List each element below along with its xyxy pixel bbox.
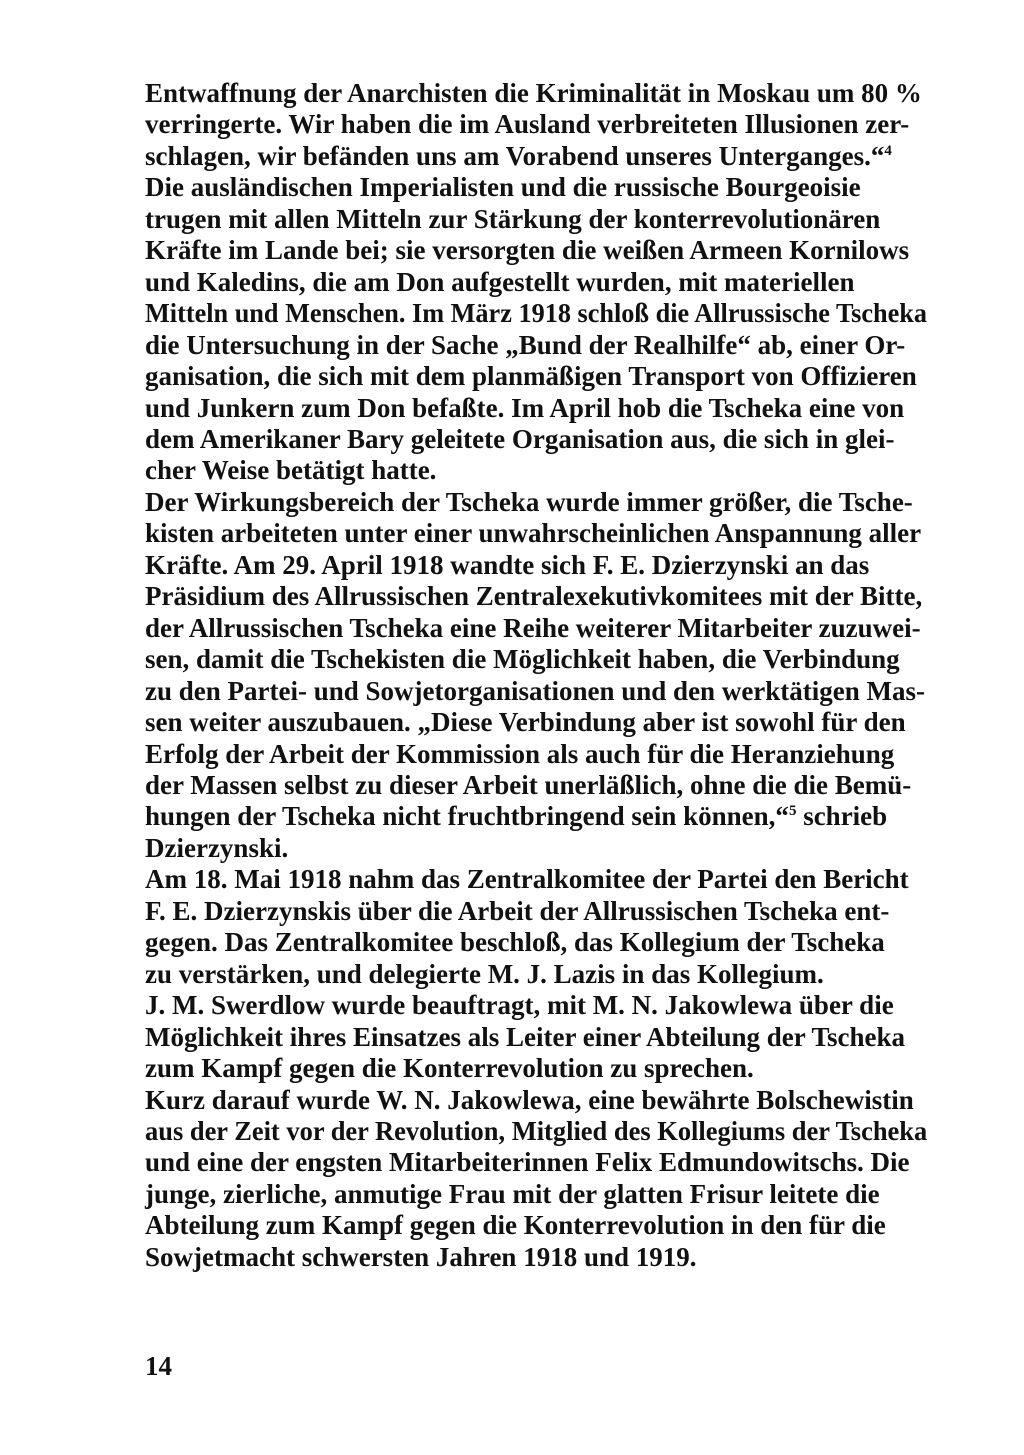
text-line: gegen. Das Zentralkomitee beschloß, das Kollegium der Tscheka — [145, 927, 885, 958]
text-line: zu verstärken, und delegierte M. J. Lazis in das Kollegium. — [145, 958, 824, 989]
text-line: und eine der engsten Mitarbeiterinnen Felix Edmundowitschs. Die — [145, 1147, 910, 1178]
text-line: Kräfte im Lande bei; sie versorgten die weißen Armeen Kornilows — [145, 235, 910, 266]
text-line: zu den Partei- und Sowjetorganisationen und den werktätigen Mas- — [145, 675, 926, 706]
footnote-marker: 4 — [884, 142, 892, 159]
text-line: junge, zierliche, anmutige Frau mit der glatten Frisur leitete die — [145, 1178, 880, 1209]
text-line: J. M. Swerdlow wurde beauftragt, mit M. N. Jakowlewa über die — [145, 990, 894, 1021]
text-line: Abteilung zum Kampf gegen die Konterrevolution in den für die — [145, 1210, 886, 1241]
text-line: Dzierzynski. — [145, 832, 289, 863]
text-line: ganisation, die sich mit dem planmäßigen Transport von Offizieren — [145, 361, 917, 392]
text-line: dem Amerikaner Bary geleitete Organisation aus, die sich in glei- — [145, 423, 895, 454]
text-line: und Kaledins, die am Don aufgestellt wurden, mit materiellen — [145, 266, 855, 297]
text-line: kisten arbeiteten unter einer unwahrscheinlichen Anspannung aller — [145, 518, 922, 549]
text-line: Entwaffnung der Anarchisten die Kriminalität in Moskau um 80 % — [145, 78, 922, 108]
text-line: Am 18. Mai 1918 nahm das Zentralkomitee der Partei den Bericht — [145, 864, 909, 895]
text-line: verringerte. Wir haben die im Ausland verbreiteten Illusionen zer- — [145, 109, 910, 140]
text-line: Möglichkeit ihres Einsatzes als Leiter einer Abteilung der Tscheka — [145, 1021, 906, 1052]
text-fragment: schrieb — [796, 801, 888, 832]
paragraph — [145, 1085, 927, 1274]
paragraph — [145, 487, 927, 864]
text-line: F. E. Dzierzynskis über die Arbeit der Allrussischen Tscheka ent- — [145, 895, 890, 926]
text-line: Kurz darauf wurde W. N. Jakowlewa, eine bewährte Bolschewistin — [145, 1084, 914, 1115]
text-line: cher Weise betätigt hatte. — [145, 455, 437, 486]
text-line: Präsidium des Allrussischen Zentralexekutivkomitees mit der Bitte, — [145, 581, 923, 612]
text-line: Die ausländischen Imperialisten und die russische Bourgeoisie — [145, 172, 861, 203]
text-fragment: schlagen, wir befänden uns am Vorabend unseres Unterganges.“ — [145, 140, 885, 171]
text-fragment: hungen der Tscheka nicht fruchtbringend sein können,“ — [145, 801, 789, 832]
text-line: der Massen selbst zu dieser Arbeit unerläßlich, ohne die die Bemü- — [145, 769, 912, 800]
paragraph — [145, 172, 927, 487]
text-line: sen weiter auszubauen. „Diese Verbindung aber ist sowohl für den — [145, 707, 906, 738]
text-line: Sowjetmacht schwersten Jahren 1918 und 1919. — [145, 1241, 697, 1272]
text-line: zum Kampf gegen die Konterrevolution zu sprechen. — [145, 1053, 754, 1084]
text-line: sen, damit die Tschekisten die Möglichkeit haben, die Verbindung — [145, 644, 900, 675]
footnote-marker: 5 — [788, 803, 797, 820]
paragraph — [145, 864, 927, 1084]
paragraph — [145, 78, 927, 172]
text-line: Der Wirkungsbereich der Tscheka wurde immer größer, die Tsche- — [145, 486, 913, 517]
page-number: 14 — [145, 1351, 172, 1381]
text-line: und Junkern zum Don befaßte. Im April hob die Tscheka eine von — [145, 392, 905, 423]
text-line: die Untersuchung in der Sache „Bund der Realhilfe“ ab, einer Or- — [145, 329, 906, 360]
text-line — [145, 141, 927, 172]
text-line: Mitteln und Menschen. Im März 1918 schloß die Allrussische Tscheka — [145, 298, 928, 329]
text-line: der Allrussischen Tscheka eine Reihe weiterer Mitarbeiter zuzuwei- — [145, 612, 921, 643]
text-line: trugen mit allen Mitteln zur Stärkung der konterrevolutionären — [145, 203, 881, 234]
text-line: Kräfte. Am 29. April 1918 wandte sich F. E. Dzierzynski an das — [145, 549, 870, 580]
text-line — [145, 801, 927, 832]
text-line: Erfolg der Arbeit der Kommission als auch für die Heranziehung — [145, 738, 895, 769]
text-line: aus der Zeit vor der Revolution, Mitglied des Kollegiums der Tscheka — [145, 1115, 928, 1146]
body-text — [145, 78, 927, 1273]
